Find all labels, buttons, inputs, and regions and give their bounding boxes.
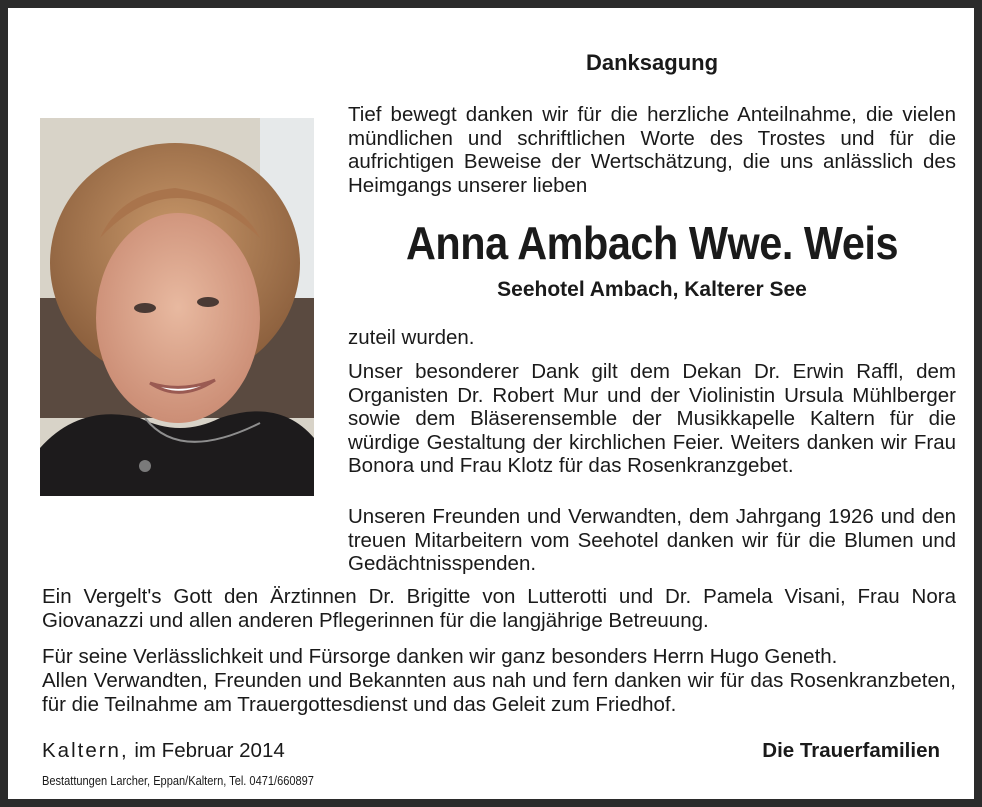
undertaker-credit: Bestattungen Larcher, Eppan/Kaltern, Tel. 0471/660897 xyxy=(42,773,314,788)
all-thanks-paragraph: Allen Verwandten, Freunden und Bekannten aus nah und fern danken wir für das Rosenkranzbeten, für die Teilnahme am Trauergottesdienst und das Geleit zum Friedhof. xyxy=(42,669,956,716)
place-date xyxy=(42,739,285,763)
doctors-thanks-paragraph: Ein Vergelt's Gott den Ärztinnen Dr. Brigitte von Lutterotti und Dr. Pamela Visani, Frau Nora Giovanazzi und allen anderen Pflegerinnen für die langjährige Betreuung. xyxy=(42,585,956,632)
portrait-photo xyxy=(40,118,314,496)
church-thanks-paragraph: Unser besonderer Dank gilt dem Dekan Dr. Erwin Raffl, dem Organisten Dr. Robert Mur und der Violinistin Ursula Mühlberger sowie dem Bläserensemble der Musikkapelle Kaltern für die würdige Gestaltung der kirchlichen Feier. Weiters danken wir Frau Bonora und Frau Klotz für das Rosenkranzgebet. xyxy=(348,360,956,478)
deceased-name: Anna Ambach Wwe. Weis xyxy=(405,217,899,269)
received-paragraph: zuteil wurden. xyxy=(348,326,475,349)
notice-date: im Februar 2014 xyxy=(128,739,285,762)
portrait-illustration xyxy=(40,118,314,496)
geneth-thanks-paragraph: Für seine Verlässlichkeit und Fürsorge danken wir ganz besonders Herrn Hugo Geneth. xyxy=(42,645,838,668)
notice-heading: Danksagung xyxy=(585,50,719,75)
signature: Die Trauerfamilien xyxy=(762,739,940,762)
intro-paragraph: Tief bewegt danken wir für die herzliche Anteilnahme, die vielen mündlichen und schriftlichen Worte des Trostes und für die aufrichtigen Beweise der Wertschätzung, die uns anlässlich des Heimgangs unserer lieben xyxy=(348,103,956,197)
place-name: Kaltern, xyxy=(42,739,129,762)
friends-thanks-paragraph: Unseren Freunden und Verwandten, dem Jahrgang 1926 und den treuen Mitarbeitern vom Seehotel danken wir für die Blumen und Gedächtnisspenden. xyxy=(348,505,956,576)
deceased-affiliation: Seehotel Ambach, Kalterer See xyxy=(497,278,807,301)
